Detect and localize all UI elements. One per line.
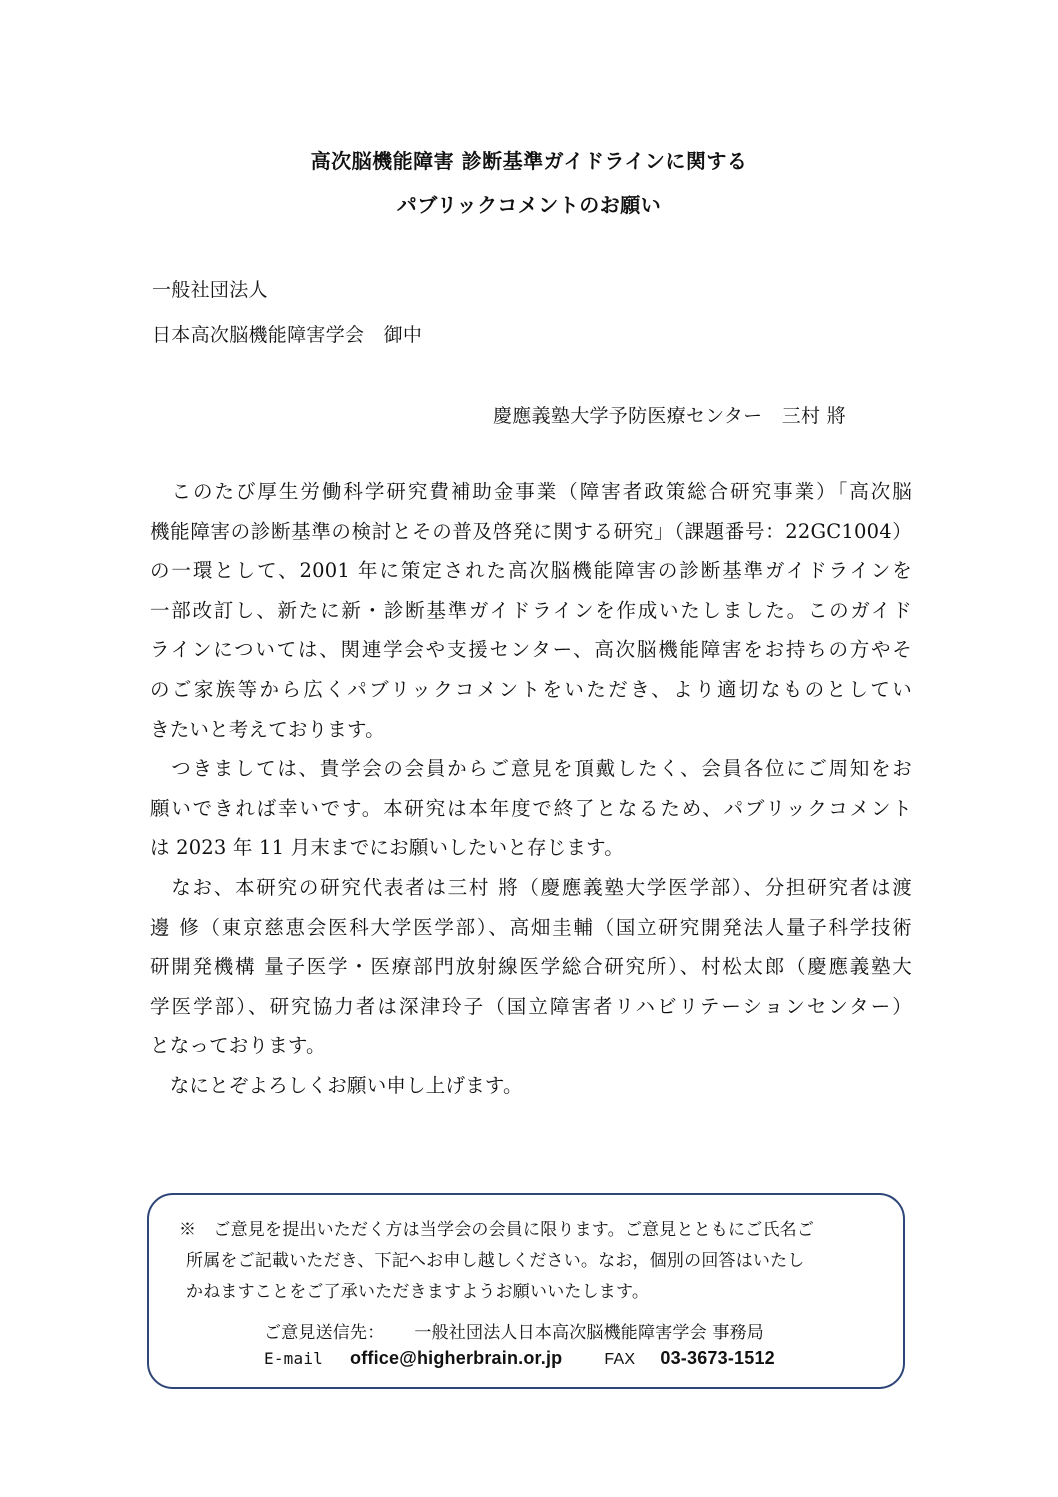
sender-name: 慶應義塾大学予防医療センター 三村 將	[493, 405, 846, 427]
notice-line: ※ ご意見を提出いただく方は当学会の会員に限ります。ご意見とともにご氏名ご	[179, 1220, 815, 1240]
body-line: は 2023 年 11 月末までにお願いしたいと存じます。	[150, 836, 624, 860]
fax-label: FAX	[604, 1351, 636, 1368]
email-address[interactable]: office@higherbrain.or.jp	[350, 1348, 563, 1368]
email-label: E-mail	[264, 1349, 323, 1368]
body-line: なお、本研究の研究代表者は三村 將（慶應義塾大学医学部）、分担研究者は渡	[150, 875, 912, 899]
document-title-line-2: パブリックコメントのお願い	[396, 193, 662, 217]
body-line: きたいと考えております。	[150, 717, 385, 741]
body-line: なにとぞよろしくお願い申し上げます。	[150, 1073, 523, 1097]
document-title-line-1: 高次脳機能障害 診断基準ガイドラインに関する	[310, 149, 748, 173]
contact-row	[264, 1348, 775, 1369]
addressee-society: 日本高次脳機能障害学会 御中	[152, 324, 423, 346]
notice-line: かねますことをご了承いただきますようお願いいたします。	[186, 1282, 650, 1302]
body-line: 願いできれば幸いです。本研究は本年度で終了となるため、パブリックコメント	[150, 796, 912, 820]
body-line: つきましては、貴学会の会員からご意見を頂戴したく、会員各位にご周知をお	[150, 757, 912, 781]
body-line: ラインについては、関連学会や支援センター、高次脳機能障害をお持ちの方やそ	[150, 638, 912, 662]
destination-row	[264, 1318, 764, 1343]
destination-value: 一般社団法人日本高次脳機能障害学会 事務局	[414, 1323, 765, 1343]
body-line: となっております。	[150, 1034, 326, 1058]
body-line: 研開発機構 量子医学・医療部門放射線医学総合研究所）、村松太郎（慶應義塾大	[150, 955, 912, 979]
notice-line: 所属をご記載いただき、下記へお申し越しください。なお，個別の回答はいたし	[186, 1251, 805, 1271]
submission-notice-box	[147, 1193, 905, 1389]
letter-body	[150, 482, 912, 1116]
body-line: 一部改訂し、新たに新・診断基準ガイドラインを作成いたしました。このガイド	[150, 598, 912, 622]
body-line: 学医学部）、研究協力者は深津玲子（国立障害者リハビリテーションセンター）	[150, 994, 912, 1018]
body-line: 邊 修（東京慈恵会医科大学医学部）、高畑圭輔（国立研究開発法人量子科学技術	[150, 915, 912, 939]
body-line: のご家族等から広くパブリックコメントをいただき、より適切なものとしてい	[150, 677, 912, 701]
body-line: このたび厚生労働科学研究費補助金事業（障害者政策総合研究事業）「高次脳	[150, 480, 912, 503]
destination-label: ご意見送信先：	[264, 1323, 385, 1343]
body-line: 機能障害の診断基準の検討とその普及啓発に関する研究」（課題番号：22GC1004）	[150, 519, 912, 543]
addressee-organization: 一般社団法人	[152, 279, 268, 301]
fax-number: 03-3673-1512	[660, 1348, 775, 1368]
body-line: の一環として、2001 年に策定された高次脳機能障害の診断基準ガイドラインを	[150, 559, 912, 583]
